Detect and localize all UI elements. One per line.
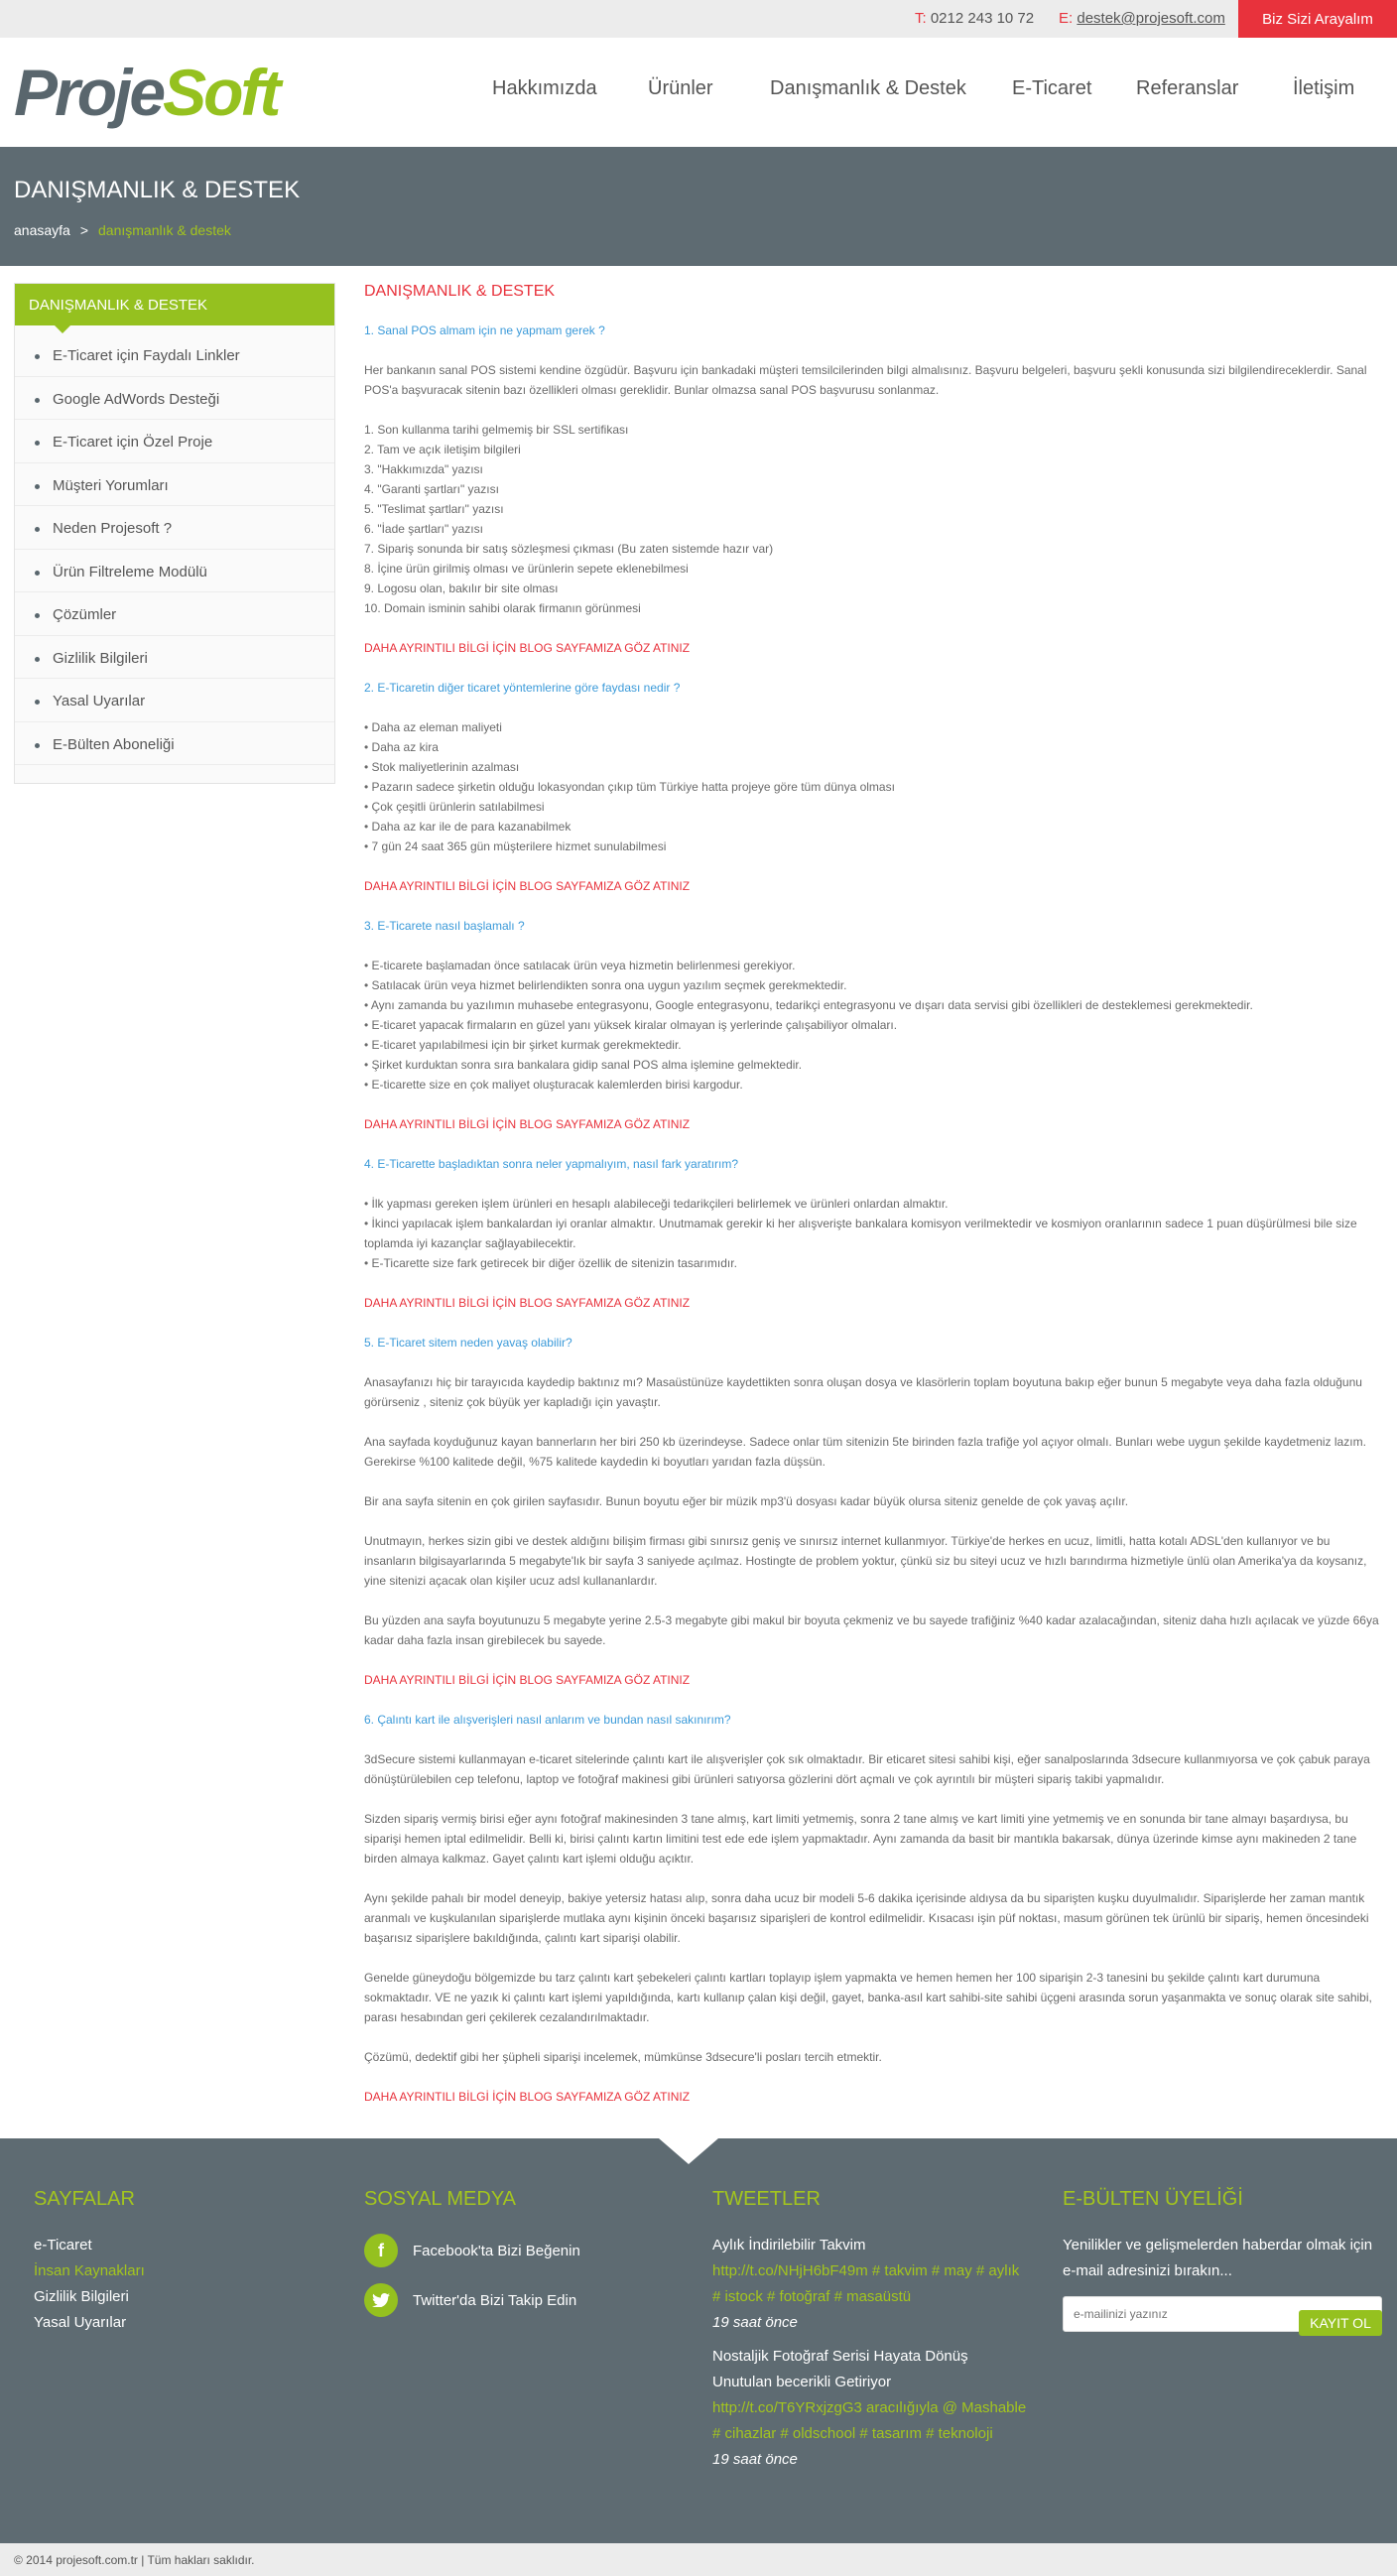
- nav-references[interactable]: Referanslar: [1136, 77, 1239, 99]
- breadcrumb-home[interactable]: anasayfa: [14, 222, 70, 238]
- sidebar-list: [15, 333, 334, 765]
- footer-social: [364, 2188, 662, 2332]
- footer-link-privacy[interactable]: Gizlilik Bilgileri: [34, 2288, 129, 2305]
- footer-tweets-title: TWEETLER: [712, 2188, 821, 2210]
- footer-pages: [34, 2188, 331, 2336]
- tweet-link[interactable]: http://t.co/NHjH6bF49m # takvim # may # aylık # istock # fotoğraf # masaüstü: [712, 2262, 1020, 2305]
- breadcrumb-separator-icon: >: [79, 222, 89, 238]
- tweet-link[interactable]: http://t.co/T6YRxjzgG3 aracılığıyla @ Mashable # cihazlar # oldschool # tasarım # teknoloji: [712, 2399, 1027, 2442]
- list-item: 8. İçine ürün girilmiş olması ve ürünlerin sepete eklenebilmesi: [364, 562, 689, 576]
- paragraph: Her bankanın sanal POS sistemi kendine özgüdür. Başvuru için bankadaki müşteri temsilcilerinden bilgi almalısınız. Başvuru belgeleri, başvuru şekli konusunda sizi bilgilendireceklerdir. Sanal POS'a başvuracak sitenin bazı özellikleri olması gereklidir. Bunlar olmazsa sanal POS başvurusu sonlanmaz.: [364, 363, 1367, 397]
- tweet-text: Nostaljik Fotoğraf Serisi Hayata Dönüş Unutulan becerikli Getiriyor: [712, 2348, 968, 2390]
- list-item: • E-Ticarette size fark getirecek bir diğer özellik de sitenizin tasarımıdır.: [364, 1256, 737, 1270]
- question-4: 4. E-Ticarette başladıktan sonra neler yapmalıyım, nasıl fark yaratırım?: [364, 1157, 739, 1171]
- question-3: 3. E-Ticarete nasıl başlamalı ?: [364, 919, 525, 933]
- blog-link[interactable]: DAHA AYRINTILI BİLGİ İÇİN BLOG SAYFAMIZA GÖZ ATINIZ: [364, 1117, 691, 1131]
- list-item: • İkinci yapılacak işlem bankalardan iyi oranlar almaktır. Unutmamak gerekir ki her alışverişte bankalara komisyon verilmektedir ve kosmiyon oranlarının sadece 1 puan düşürülmesi bile size toplamda iyi kazançlar sağlayabilecektir.: [364, 1217, 1357, 1250]
- blog-link[interactable]: DAHA AYRINTILI BİLGİ İÇİN BLOG SAYFAMIZA GÖZ ATINIZ: [364, 641, 691, 655]
- list-item: 9. Logosu olan, bakılır bir site olması: [364, 581, 559, 595]
- facebook-label: Facebook'ta Bizi Beğenin: [413, 2242, 580, 2259]
- list-item: 4. "Garanti şartları" yazısı: [364, 482, 499, 496]
- newsletter-submit-button[interactable]: KAYIT OL: [1299, 2310, 1382, 2336]
- question-6: 6. Çalıntı kart ile alışverişleri nasıl anlarım ve bundan nasıl sakınırım?: [364, 1713, 731, 1727]
- newsletter-text: Yenilikler ve gelişmelerden haberdar olmak için e-mail adresinizi bırakın...: [1063, 2237, 1373, 2279]
- page-title: DANIŞMANLIK & DESTEK: [14, 177, 301, 203]
- footer-tweets: [712, 2188, 1030, 2481]
- list-item: • Satılacak ürün veya hizmet belirlendikten sonra ona uygun yazılım seçmek gerekmektedir.: [364, 978, 847, 992]
- logo-part-2: Soft: [163, 56, 279, 129]
- email-info: [1059, 10, 1225, 27]
- email-label: E:: [1059, 10, 1074, 27]
- tweet-item: [712, 2344, 1030, 2473]
- list-item: • Daha az kar ile de para kazanabilmek: [364, 820, 572, 834]
- nav-ecommerce[interactable]: E-Ticaret: [1012, 77, 1092, 99]
- list-item: 6. "İade şartları" yazısı: [364, 522, 483, 536]
- list-item: • E-ticarete başlamadan önce satılacak ürün veya hizmetin belirlenmesi gerekiyor.: [364, 959, 796, 972]
- paragraph: Anasayfanızı hiç bir tarayıcıda kaydedip baktınız mı? Masaüstünüze kaydettikten sonra oluşan dosya ve klasörlerin toplam boyutuna bakıp eğer bunun 5 megabyte veya daha fazla olduğunu görürseniz , siteniz çok büyük yer kapladığı için yavaştır.: [364, 1375, 1362, 1409]
- sidebar-item-testimonials[interactable]: Müşteri Yorumları: [15, 463, 334, 507]
- footer-link-hr[interactable]: İnsan Kaynakları: [34, 2262, 145, 2279]
- footer-newsletter-title: E-BÜLTEN ÜYELİĞİ: [1063, 2188, 1243, 2210]
- page-banner: [0, 147, 1397, 266]
- list-item: • E-ticaret yapılabilmesi için bir şirket kurmak gerekmektedir.: [364, 1038, 682, 1052]
- sidebar-item-filter-module[interactable]: Ürün Filtreleme Modülü: [15, 550, 334, 593]
- main-nav: [0, 77, 1397, 107]
- nav-contact[interactable]: İletişim: [1293, 77, 1355, 99]
- list-item: • 7 gün 24 saat 365 gün müşterilere hizmet sunulabilmesi: [364, 839, 667, 853]
- blog-link[interactable]: DAHA AYRINTILI BİLGİ İÇİN BLOG SAYFAMIZA GÖZ ATINIZ: [364, 1673, 691, 1687]
- list-1: [364, 420, 1382, 618]
- footer-link-legal[interactable]: Yasal Uyarılar: [34, 2314, 127, 2331]
- logo-part-1: Proje: [14, 56, 164, 129]
- list-2: [364, 717, 1382, 856]
- sidebar-item-why[interactable]: Neden Projesoft ?: [15, 506, 334, 550]
- tweet-text: Aylık İndirilebilir Takvim: [712, 2237, 866, 2254]
- facebook-link[interactable]: [364, 2233, 662, 2268]
- list-item: 10. Domain isminin sahibi olarak firmanın görünmesi: [364, 601, 641, 615]
- footer-social-title: SOSYAL MEDYA: [364, 2188, 517, 2210]
- sidebar-item-links[interactable]: E-Ticaret için Faydalı Linkler: [15, 333, 334, 377]
- list-item: • E-ticarette size en çok maliyet oluşturacak kalemlerden birisi kargodur.: [364, 1078, 743, 1092]
- list-item: • Aynı zamanda bu yazılımın muhasebe entegrasyonu, Google entegrasyonu, tedarikçi entegrasyonu ve dışarı data servisi gibi özellikleri de desteklemesi gerekmektedir.: [364, 998, 1253, 1012]
- footer-link-ecommerce[interactable]: e-Ticaret: [34, 2237, 92, 2254]
- paragraph: Unutmayın, herkes sizin gibi ve destek aldığını bilişim firması gibi sınırsız geniş ve sınırsız internet kullanmıyor. Türkiye'de herkes en ucuz, limitli, hatta kotalı ADSL'den kullanıyor ve bu insanların bilgisayarlarında 5 megabyte'lık bir sayfa 3 saniyede açılmaz. Hostingte de problem yoktur, çünkü siz bu siteyi ucuz ve hızlı barındırma hizmetiyle ünlü olan Amerika'ya da koysanız, yine sitenizi açacak olan kişiler ucuz adsl kullananlardır.: [364, 1534, 1367, 1588]
- call-me-button[interactable]: Biz Sizi Arayalım: [1238, 0, 1397, 38]
- paragraph: Sizden sipariş vermiş birisi eğer aynı fotoğraf makinesinden 3 tane almış, kart limiti yetmemiş, sonra 2 tane almış ve kart limiti yine yetmemiş ve en sonunda bir tane almayı başardıysa, bu siparişi hemen iptal edilmelidir. Belli ki, birisi çalıntı kartın limitini test ede ede işlem yapmaktadır. Aynı zamanda da basit bir mantıkla bakarsak, dünya üzerinde kimse aynı makineden 2 tane birden almaya kalkmaz. Gayet çalıntı kart işlemi olduğu açıktır.: [364, 1812, 1357, 1866]
- list-item: • Pazarın sadece şirketin olduğu lokasyondan çıkıp tüm Türkiye hatta projeye göre tüm dünya olması: [364, 780, 895, 794]
- list-item: 7. Sipariş sonunda bir satış sözleşmesi çıkması (Bu zaten sistemde hazır var): [364, 542, 774, 556]
- sidebar-title[interactable]: DANIŞMANLIK & DESTEK: [15, 284, 334, 325]
- copyright: © 2014 projesoft.com.tr | Tüm hakları saklıdır.: [0, 2543, 1397, 2576]
- sidebar-item-privacy[interactable]: Gizlilik Bilgileri: [15, 636, 334, 680]
- main-content: [364, 282, 1382, 2126]
- phone-number[interactable]: 0212 243 10 72: [930, 10, 1035, 27]
- blog-link[interactable]: DAHA AYRINTILI BİLGİ İÇİN BLOG SAYFAMIZA GÖZ ATINIZ: [364, 879, 691, 893]
- list-item: • Daha az eleman maliyeti: [364, 720, 502, 734]
- paragraph: 3dSecure sistemi kullanmayan e-ticaret sitelerinde çalıntı kart ile alışverişler çok sık olmaktadır. Bir eticaret sitesi sahibi kişi, eğer sanalposlarında 3dsecure kullanmıyorsa ve çok çabuk paraya dönüştürülebilen cep telefonu, laptop ve fotoğraf makinesi gibi ürünleri satıyorsa gözlerini dört açmalı ve çok ayrıntılı bir müşteri sipariş takibi yapmalıdır.: [364, 1752, 1370, 1786]
- footer-newsletter: [1063, 2188, 1382, 2332]
- twitter-link[interactable]: [364, 2282, 662, 2318]
- tweet-time: 19 saat önce: [712, 2314, 798, 2331]
- list-item: • E-ticaret yapacak firmaların en güzel yanı yüksek kiralar olmayan iş yerlerinde çalışabiliyor olmaları.: [364, 1018, 898, 1032]
- blog-link[interactable]: DAHA AYRINTILI BİLGİ İÇİN BLOG SAYFAMIZA GÖZ ATINIZ: [364, 1296, 691, 1310]
- paragraph: Bir ana sayfa sitenin en çok girilen sayfasıdır. Bunun boyutu eğer bir müzik mp3'ü dosyası kadar büyük olursa siteniz genelde de çok yavaş açılır.: [364, 1494, 1129, 1508]
- sidebar-item-newsletter[interactable]: E-Bülten Aboneliği: [15, 722, 334, 766]
- paragraph: Genelde güneydoğu bölgemizde bu tarz çalıntı kart şebekeleri çalıntı kartları toplayıp işlem yapmakta ve hemen hemen her 100 siparişin 2-3 tanesini bu şekilde çalıntı kart durumuna sokmaktadır. VE ne yazık ki çalıntı kart işlemi yapıldığında, kartı kullanıp çalan kişi değil, gayet, banka-asıl kart sahibi-site sahibi üçgeni arasında sorun yaşanmakta ve sonuç olarak site sahibi, parası hesabından geri çekilerek cezalandırılmaktadır.: [364, 1971, 1372, 2024]
- twitter-label: Twitter'da Bizi Takip Edin: [413, 2291, 577, 2309]
- list-item: 1. Son kullanma tarihi gelmemiş bir SSL sertifikası: [364, 423, 629, 437]
- nav-consulting[interactable]: Danışmanlık & Destek: [770, 77, 966, 99]
- list-item: • Çok çeşitli ürünlerin satılabilmesi: [364, 800, 545, 814]
- sidebar-item-legal[interactable]: Yasal Uyarılar: [15, 679, 334, 722]
- sidebar-item-solutions[interactable]: Çözümler: [15, 592, 334, 636]
- footer: [0, 2138, 1397, 2543]
- nav-products[interactable]: Ürünler: [648, 77, 713, 99]
- phone-label: T:: [915, 10, 927, 27]
- email-link[interactable]: destek@projesoft.com: [1077, 10, 1225, 27]
- tweet-time: 19 saat önce: [712, 2451, 798, 2468]
- paragraph: Aynı şekilde pahalı bir model deneyip, bakiye yetersiz hatası alıp, sonra daha ucuz bir modeli 5-6 dakika içerisinde aldıysa da bu siparişten kuşku duyulmalıdır. Siparişlerde her zaman mantık aranmalı ve kuşkulanılan siparişlerde mutlaka aynı kişinin önceki başarısız siparişleri de kontrol edilmelidir. Kısacası işin püf noktası, masum görünen tek ürünlü bir sipariş, hemen öncesindeki başarısız siparişlere bakıldığında, çalıntı kart siparişi olabilir.: [364, 1891, 1369, 1945]
- paragraph: Bu yüzden ana sayfa boyutunuzu 5 megabyte yerine 2.5-3 megabyte gibi makul bir boyuta çekmeniz ve bu sayede trafiğiniz %40 kadar azalacağından, siteniz daha hızlı açılacak ve yüzde 66ya kadar daha fazla insan girebilecek bu sayede.: [364, 1613, 1379, 1647]
- paragraph: Çözümü, dedektif gibi her şüpheli siparişi incelemek, mümkünse 3dsecure'li posları tercih etmektir.: [364, 2050, 882, 2064]
- list-item: • Şirket kurduktan sonra sıra bankalara gidip sanal POS alma işlemine gelmektedir.: [364, 1058, 803, 1072]
- sidebar-item-custom-project[interactable]: E-Ticaret için Özel Proje: [15, 420, 334, 463]
- paragraph: Ana sayfada koyduğunuz kayan bannerların her biri 250 kb üzerindeyse. Sadece onlar tüm sitenizin 5te birinden fazla trafiğe yol açıyor olmalı. Bunları webe uygun şekilde kaydetmeniz lazım. Gerekirse %100 kalitede değil, %75 kalitede kaydedin ki boyutları yarıdan fazla düşsün.: [364, 1435, 1366, 1469]
- nav-about[interactable]: Hakkımızda: [492, 77, 597, 99]
- twitter-icon: [364, 2283, 398, 2317]
- list-item: 3. "Hakkımızda" yazısı: [364, 462, 483, 476]
- facebook-icon: f: [364, 2234, 398, 2267]
- question-5: 5. E-Ticaret sitem neden yavaş olabilir?: [364, 1336, 572, 1350]
- breadcrumb-current: danışmanlık & destek: [98, 222, 231, 238]
- blog-link[interactable]: DAHA AYRINTILI BİLGİ İÇİN BLOG SAYFAMIZA GÖZ ATINIZ: [364, 2090, 691, 2104]
- list-item: • Daha az kira: [364, 740, 439, 754]
- list-item: • Stok maliyetlerinin azalması: [364, 760, 520, 774]
- top-bar: [0, 0, 1397, 38]
- list-item: 2. Tam ve açık iletişim bilgileri: [364, 443, 521, 456]
- header: [0, 38, 1397, 147]
- question-2: 2. E-Ticaretin diğer ticaret yöntemlerine göre faydası nedir ?: [364, 681, 681, 695]
- footer-pages-title: SAYFALAR: [34, 2188, 135, 2210]
- list-item: • İlk yapması gereken işlem ürünleri en hesaplı alabileceği tedarikçileri belirlemek ve ürünleri onlardan almaktır.: [364, 1197, 949, 1211]
- question-1: 1. Sanal POS almam için ne yapmam gerek ?: [364, 323, 605, 337]
- list-4: [364, 1194, 1382, 1273]
- content-title: DANIŞMANLIK & DESTEK: [364, 283, 556, 300]
- sidebar-item-adwords[interactable]: Google AdWords Desteği: [15, 377, 334, 421]
- phone-info: [915, 10, 1034, 27]
- breadcrumb: [14, 222, 231, 238]
- list-3: [364, 956, 1382, 1095]
- tweet-item: [712, 2233, 1030, 2336]
- list-item: 5. "Teslimat şartları" yazısı: [364, 502, 504, 516]
- sidebar: [14, 283, 335, 784]
